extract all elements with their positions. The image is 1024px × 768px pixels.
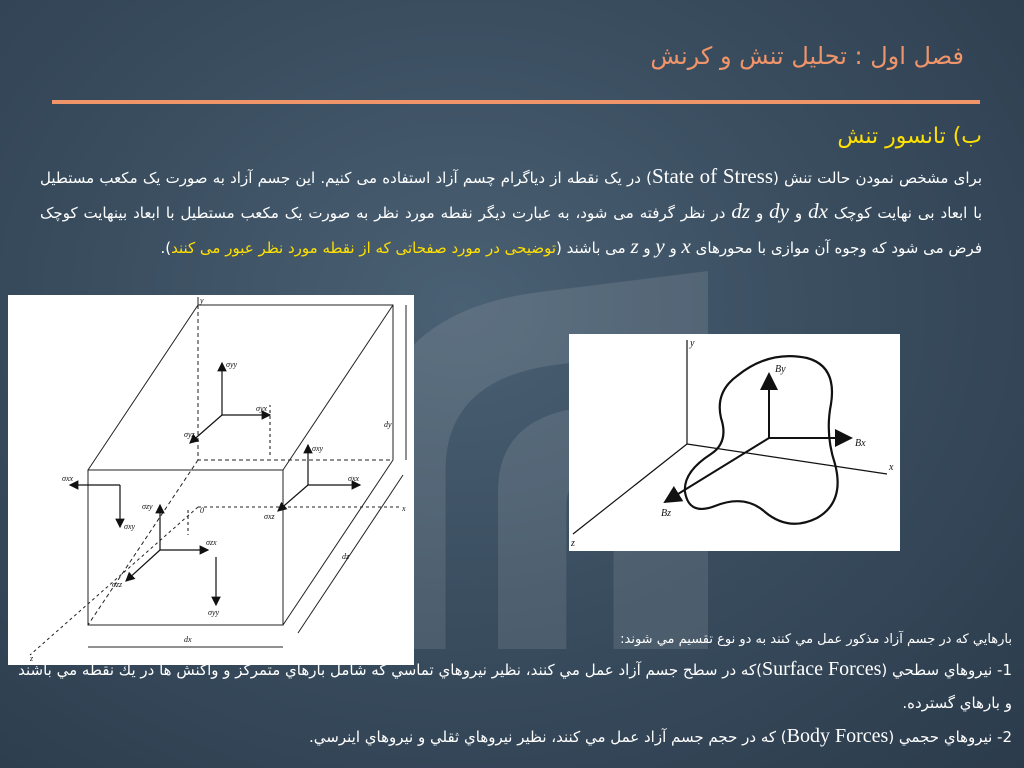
math-z: z [630, 234, 639, 258]
para-text-1: براى مشخص نمودن حالت تنش ( [773, 169, 982, 187]
section-heading: ب) تانسور تنش [837, 124, 982, 149]
stress-cube-figure [8, 295, 414, 665]
free-body-diagram [569, 334, 900, 551]
cube-front-face [88, 470, 283, 625]
label-sxy-right: σxy [312, 444, 324, 453]
force-By-label: By [775, 364, 786, 375]
label-szz-front: σzz [112, 580, 123, 589]
cube-y-label: y [200, 296, 204, 305]
cube-dz-label: dz [342, 552, 350, 561]
label-syz-top: σyz [184, 430, 195, 439]
math-x: x [681, 234, 691, 258]
body-y-label: y [690, 338, 695, 349]
and-word: و [638, 239, 656, 257]
body-x-label: x [889, 462, 894, 473]
forces-list [10, 627, 1012, 754]
and-word: و [750, 204, 770, 222]
label-syx-top: σyx [256, 404, 268, 413]
arrow-szz-front [126, 550, 160, 581]
state-of-stress-term: State of Stress [651, 164, 774, 188]
label-sxx-left: σxx [62, 474, 74, 483]
body-forces-text-b: ) که در حجم جسم آزاد عمل مي کنند، نظير نيروهاي ثقلي و نيروهاي اينرسي. [309, 728, 787, 746]
force-Bx-label: Bx [855, 438, 866, 449]
cube-back-edges [88, 305, 393, 625]
slide-title: فصل اول : تحليل تنش و كرنش [650, 42, 964, 70]
body-z-label: z [571, 538, 575, 549]
cube-origin-label: 0 [200, 506, 204, 515]
cube-dx-label: dx [184, 635, 192, 644]
surface-forces-text-a: 1- نيروهاي سطحي ( [881, 661, 1012, 679]
label-szy-front: σzy [142, 502, 153, 511]
and-word: و [789, 204, 809, 222]
dz-dimension [298, 475, 403, 633]
and-word: و [664, 239, 682, 257]
highlighted-note: توضيحی در مورد صفحاتی که از نقطه مورد نظر عبور می کنند [171, 239, 557, 257]
para-text-2: ) در يک نقطه از دياگرام چسم آزاد استفاده می کنيم. اين جسم آزاد به صورت يک مکعب مستطيل با ابعاد بی نهايت کوچک [40, 169, 983, 222]
surface-forces-term: Surface Forces [761, 658, 882, 680]
cube-x-label: x [402, 504, 406, 513]
body-z-axis [573, 444, 687, 534]
surface-forces-item [10, 653, 1012, 720]
force-Bz-label: Bz [661, 508, 671, 519]
body-forces-term: Body Forces [786, 725, 889, 747]
label-syy-bottom: σyy [208, 608, 220, 617]
label-syy-top: σyy [226, 360, 238, 369]
para-text-3: در نظر گرفته می شود، به عبارت ديگر نقطه مورد نظر به صورت يک مکعب مستطيل با ابعاد بينهايت کوچک فرض می شود که وجوه آن موازی با محورهای [40, 204, 982, 257]
title-divider [52, 100, 980, 104]
surface-forces-text-b: )که در سطح جسم آزاد عمل مي کنند، نظير نيروهاي تماسي که شامل بارهاي متمرکز و واکنش ها در يك نقطه مي باشند و بارهاي گسترده. [18, 661, 1012, 712]
cube-hidden-edges [88, 305, 393, 625]
label-sxz-right: σxz [264, 512, 275, 521]
free-body-outline [685, 356, 838, 524]
label-sxx-right: σxx [348, 474, 360, 483]
math-dy: dy [769, 199, 789, 223]
math-dz: dz [731, 199, 751, 223]
stress-cube-diagram [8, 295, 414, 665]
label-szx-front: σzx [206, 538, 217, 547]
cube-z-label: z [30, 654, 34, 663]
forces-intro: بارهايي که در جسم آزاد مذکور عمل مي کنند به دو نوع تقسيم مي شوند: [620, 632, 1012, 647]
para-text-5: ). [160, 239, 172, 257]
math-dx: dx [808, 199, 828, 223]
free-body-figure [569, 334, 900, 551]
body-forces-item [10, 720, 1012, 754]
cube-dy-label: dy [384, 420, 392, 429]
body-forces-text-a: 2- نيروهاي حجمي ( [888, 728, 1012, 746]
para-text-4: می باشند ( [556, 239, 631, 257]
arrow-syz-top [190, 415, 222, 443]
math-y: y [655, 234, 665, 258]
stress-tensor-paragraph [40, 160, 982, 265]
label-sxy-left: σxy [124, 522, 136, 531]
